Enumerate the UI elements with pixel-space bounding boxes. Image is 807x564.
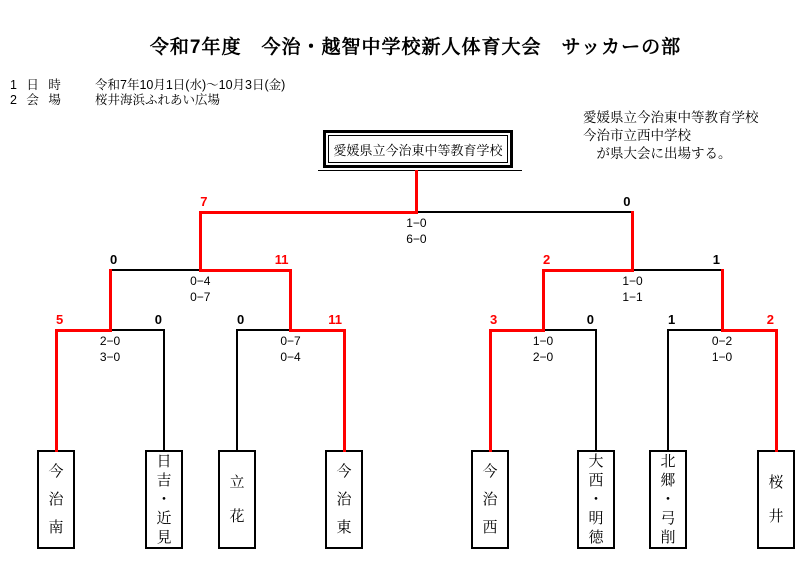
- quarterfinal-2-score-1: 0−7: [280, 334, 301, 348]
- champion-box: [323, 130, 513, 168]
- quarterfinal-4-winner-riser: [721, 269, 724, 332]
- semifinal-1-score-1: 0−4: [190, 274, 211, 288]
- team-name-char: 徳: [588, 528, 604, 546]
- quarterfinal-3-winner-riser: [542, 269, 545, 332]
- team-name-char: 郷: [660, 471, 676, 489]
- team-name-char: 今: [336, 462, 352, 480]
- final-right-total: 0: [623, 194, 631, 209]
- quarterfinal-3-score-1: 1−0: [532, 334, 554, 348]
- semifinal-2-right-total: 1: [712, 252, 720, 267]
- team-name-char: 見: [156, 528, 172, 546]
- meta-label-date: 1 日 時: [10, 78, 64, 92]
- team-name-char: 北: [660, 452, 676, 470]
- quarterfinal-4-scores: [692, 334, 752, 365]
- quarterfinal-3-bar-right: [542, 329, 597, 331]
- team-name-char: 桜: [768, 473, 784, 491]
- team-box-5: [471, 450, 509, 549]
- team-name-char: 今: [48, 462, 64, 480]
- quarterfinal-2-right-total: 11: [328, 312, 342, 327]
- meta-row-date: [10, 75, 285, 90]
- quarterfinal-3-bar-left: [489, 329, 544, 332]
- quarterfinal-2-score-2: 0−4: [280, 349, 301, 364]
- quarterfinal-4-right-total: 2: [766, 312, 774, 327]
- final-left-total: 7: [200, 194, 208, 209]
- final-bar-left: [199, 211, 417, 214]
- semifinal-2-score-1: 1−0: [622, 274, 643, 288]
- quarterfinal-4-bar-left: [667, 329, 723, 331]
- quarterfinal-2-left-total: 0: [237, 312, 245, 327]
- team-line-5: [489, 329, 492, 452]
- quarterfinal-2-scores: [261, 334, 321, 365]
- team-line-1: [55, 329, 58, 452]
- team-box-8: [757, 450, 795, 549]
- team-box-1: [37, 450, 75, 549]
- team-name-char: 今: [482, 462, 498, 480]
- quarterfinal-4-score-1: 0−2: [711, 334, 733, 348]
- team-name-char: 大: [588, 452, 604, 470]
- team-name-char: ・: [660, 490, 676, 508]
- team-name-char: 日: [156, 452, 172, 470]
- final-scores: [386, 216, 446, 247]
- semifinal-1-bar-left: [109, 269, 201, 271]
- team-line-4: [343, 329, 346, 452]
- team-line-6: [595, 329, 597, 452]
- team-name-char: 西: [588, 471, 604, 489]
- team-name-char: 東: [336, 518, 352, 536]
- note-line-2: 今治市立西中学校: [583, 128, 691, 143]
- team-name-char: 治: [48, 490, 64, 508]
- meta-label-venue: 2 会 場: [10, 93, 64, 107]
- team-name-char: 井: [768, 507, 784, 525]
- semifinal-2-bar-left: [542, 269, 634, 272]
- quarterfinal-1-winner-riser: [109, 269, 112, 332]
- quarterfinal-1-bar-right: [109, 329, 165, 331]
- champion-box-underline: [318, 170, 522, 171]
- meta-value-date: 令和7年10月1日(水)～10月3日(金): [95, 78, 286, 92]
- team-name-char: 西: [482, 518, 498, 536]
- quarterfinal-1-bar-left: [55, 329, 111, 332]
- team-name-char: 吉: [156, 471, 172, 489]
- quarterfinal-4-bar-right: [721, 329, 777, 332]
- quarterfinal-4-left-total: 1: [668, 312, 676, 327]
- semifinal-1-right-total: 11: [274, 252, 289, 267]
- team-line-8: [775, 329, 778, 452]
- semifinal-1-score-2: 0−7: [190, 289, 211, 304]
- semifinal-1-winner-riser: [199, 211, 202, 272]
- quarterfinal-1-left-total: 5: [56, 312, 64, 327]
- team-box-3: [218, 450, 256, 549]
- semifinal-1-bar-right: [199, 269, 291, 272]
- team-box-2: [145, 450, 183, 549]
- final-score-1: 1−0: [406, 216, 427, 230]
- team-name-char: 治: [482, 490, 498, 508]
- quarterfinal-3-score-2: 2−0: [532, 349, 554, 364]
- semifinal-1-left-total: 0: [110, 252, 118, 267]
- quarterfinal-3-scores: [513, 334, 573, 365]
- note-line-1: 愛媛県立今治東中等教育学校: [583, 110, 759, 125]
- semifinal-2-left-total: 2: [543, 252, 551, 267]
- champion-name: 愛媛県立今治東中等教育学校: [328, 135, 508, 163]
- team-name-char: 立: [229, 473, 245, 491]
- quarterfinal-1-right-total: 0: [154, 312, 162, 327]
- quarterfinal-4-score-2: 1−0: [711, 349, 733, 364]
- final-bar-right: [415, 211, 633, 213]
- advancement-note: [583, 109, 759, 163]
- team-name-char: 花: [229, 507, 245, 525]
- team-line-2: [163, 329, 165, 452]
- semifinal-2-winner-riser: [631, 211, 634, 272]
- quarterfinal-3-right-total: 0: [586, 312, 594, 327]
- team-name-char: 近: [156, 509, 172, 527]
- meta-value-venue: 桜井海浜ふれあい広場: [95, 93, 221, 107]
- note-line-3: が県大会に出場する。: [583, 146, 732, 161]
- quarterfinal-1-scores: [80, 334, 140, 365]
- quarterfinal-1-score-1: 2−0: [99, 334, 121, 348]
- team-name-char: ・: [156, 490, 172, 508]
- quarterfinal-2-bar-left: [236, 329, 292, 331]
- meta-row-venue: [10, 90, 220, 105]
- semifinal-2-scores: [603, 274, 663, 305]
- semifinal-2-bar-right: [632, 269, 724, 271]
- quarterfinal-2-winner-riser: [289, 269, 292, 332]
- team-name-char: 削: [660, 528, 676, 546]
- quarterfinal-1-score-2: 3−0: [99, 349, 121, 364]
- team-name-char: 弓: [660, 509, 676, 527]
- team-name-char: 治: [336, 490, 352, 508]
- team-line-7: [667, 329, 669, 452]
- team-line-3: [236, 329, 238, 452]
- page-title: 令和7年度 今治・越智中学校新人体育大会 サッカーの部: [149, 37, 682, 58]
- team-name-char: 南: [48, 518, 64, 536]
- quarterfinal-2-bar-right: [290, 329, 346, 332]
- team-box-6: [577, 450, 615, 549]
- team-name-char: ・: [588, 490, 604, 508]
- team-box-4: [325, 450, 363, 549]
- final-winner-riser: [415, 170, 418, 214]
- final-score-2: 6−0: [406, 231, 427, 246]
- quarterfinal-3-left-total: 3: [490, 312, 498, 327]
- team-name-char: 明: [588, 509, 604, 527]
- semifinal-1-scores: [170, 274, 230, 305]
- team-box-7: [649, 450, 687, 549]
- semifinal-2-score-2: 1−1: [622, 289, 643, 304]
